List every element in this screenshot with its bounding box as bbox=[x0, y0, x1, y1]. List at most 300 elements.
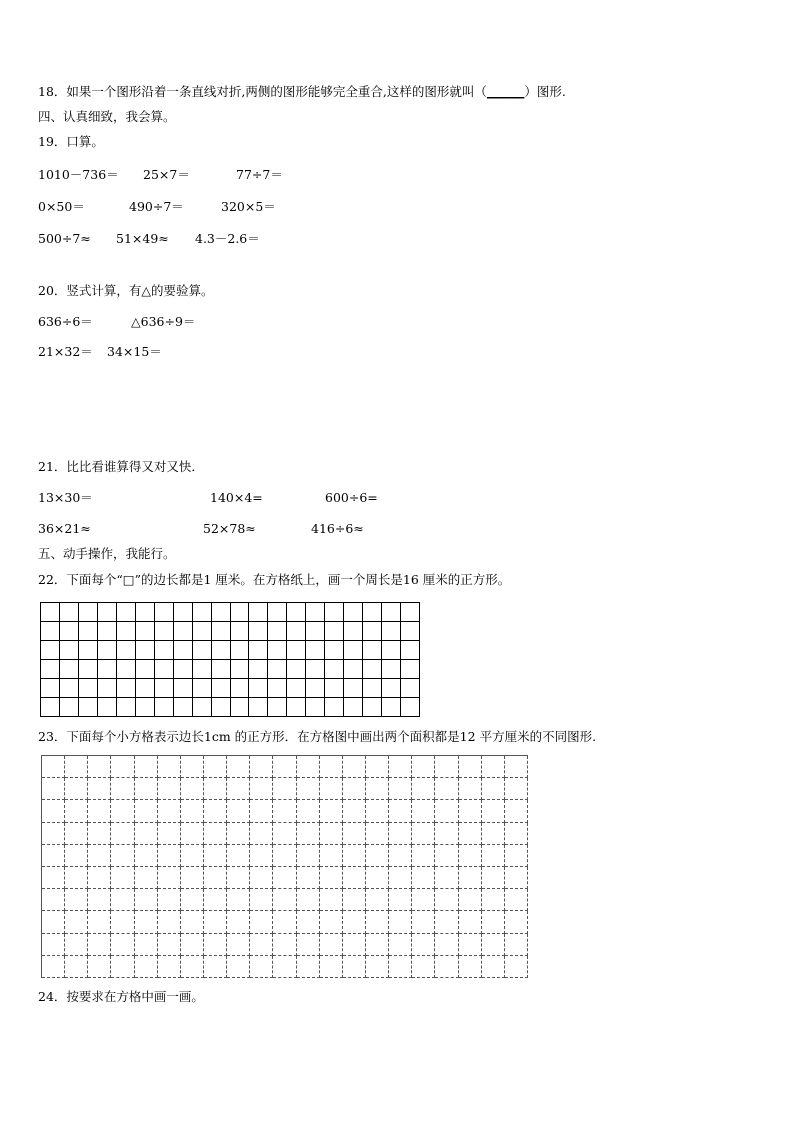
grid-cell[interactable] bbox=[135, 756, 158, 778]
grid-cell[interactable] bbox=[505, 756, 528, 778]
grid-cell[interactable] bbox=[111, 934, 134, 956]
grid-cell[interactable] bbox=[231, 603, 250, 622]
grid-cell[interactable] bbox=[60, 603, 79, 622]
grid-cell[interactable] bbox=[250, 867, 273, 889]
grid-cell[interactable] bbox=[297, 778, 320, 800]
grid-cell[interactable] bbox=[117, 698, 136, 717]
grid-cell[interactable] bbox=[401, 679, 420, 698]
grid-cell[interactable] bbox=[204, 934, 227, 956]
grid-cell[interactable] bbox=[250, 934, 273, 956]
grid-cell[interactable] bbox=[193, 679, 212, 698]
grid-cell[interactable] bbox=[158, 956, 181, 978]
grid-cell[interactable] bbox=[42, 934, 65, 956]
grid-cell[interactable] bbox=[65, 756, 88, 778]
grid-cell[interactable] bbox=[366, 823, 389, 845]
grid-cell[interactable] bbox=[482, 934, 505, 956]
grid-cell[interactable] bbox=[227, 956, 250, 978]
grid-cell[interactable] bbox=[158, 778, 181, 800]
grid-cell[interactable] bbox=[363, 641, 382, 660]
grid-cell[interactable] bbox=[135, 778, 158, 800]
grid-cell[interactable] bbox=[344, 603, 363, 622]
grid-cell[interactable] bbox=[60, 622, 79, 641]
grid-cell[interactable] bbox=[366, 756, 389, 778]
grid-cell[interactable] bbox=[42, 889, 65, 911]
grid-cell[interactable] bbox=[88, 956, 111, 978]
grid-cell[interactable] bbox=[98, 603, 117, 622]
grid-cell[interactable] bbox=[250, 778, 273, 800]
grid-cell[interactable] bbox=[88, 756, 111, 778]
grid-cell[interactable] bbox=[227, 778, 250, 800]
grid-cell[interactable] bbox=[505, 956, 528, 978]
grid-cell[interactable] bbox=[42, 756, 65, 778]
grid-cell[interactable] bbox=[382, 641, 401, 660]
grid-cell[interactable] bbox=[435, 956, 458, 978]
grid-cell[interactable] bbox=[268, 603, 287, 622]
grid-cell[interactable] bbox=[389, 845, 412, 867]
grid-cell[interactable] bbox=[60, 698, 79, 717]
grid-cell[interactable] bbox=[212, 660, 231, 679]
grid-cell[interactable] bbox=[204, 956, 227, 978]
grid-cell[interactable] bbox=[325, 641, 344, 660]
grid-cell[interactable] bbox=[382, 603, 401, 622]
grid-cell[interactable] bbox=[135, 867, 158, 889]
grid-cell[interactable] bbox=[79, 679, 98, 698]
grid-cell[interactable] bbox=[297, 756, 320, 778]
grid-cell[interactable] bbox=[250, 800, 273, 822]
grid-cell[interactable] bbox=[382, 679, 401, 698]
grid-cell[interactable] bbox=[204, 823, 227, 845]
grid-cell[interactable] bbox=[459, 956, 482, 978]
grid-cell[interactable] bbox=[79, 622, 98, 641]
grid-cell[interactable] bbox=[459, 845, 482, 867]
grid-cell[interactable] bbox=[343, 889, 366, 911]
grid-cell[interactable] bbox=[98, 679, 117, 698]
grid-cell[interactable] bbox=[325, 603, 344, 622]
grid-cell[interactable] bbox=[320, 845, 343, 867]
grid-cell[interactable] bbox=[366, 934, 389, 956]
grid-cell[interactable] bbox=[65, 867, 88, 889]
grid-cell[interactable] bbox=[65, 934, 88, 956]
grid-cell[interactable] bbox=[181, 911, 204, 933]
grid-cell[interactable] bbox=[249, 622, 268, 641]
grid-cell[interactable] bbox=[136, 698, 155, 717]
answer-blank[interactable]: ______ bbox=[486, 84, 525, 99]
grid-cell[interactable] bbox=[343, 911, 366, 933]
grid-cell[interactable] bbox=[88, 867, 111, 889]
grid-cell[interactable] bbox=[158, 800, 181, 822]
grid-cell[interactable] bbox=[306, 622, 325, 641]
grid-cell[interactable] bbox=[287, 660, 306, 679]
grid-cell[interactable] bbox=[181, 956, 204, 978]
grid-cell[interactable] bbox=[158, 934, 181, 956]
grid-cell[interactable] bbox=[344, 622, 363, 641]
grid-cell[interactable] bbox=[325, 698, 344, 717]
grid-cell[interactable] bbox=[435, 889, 458, 911]
grid-cell[interactable] bbox=[135, 934, 158, 956]
grid-cell[interactable] bbox=[181, 823, 204, 845]
grid-cell[interactable] bbox=[435, 934, 458, 956]
grid-cell[interactable] bbox=[181, 756, 204, 778]
grid-cell[interactable] bbox=[297, 911, 320, 933]
grid-cell[interactable] bbox=[212, 679, 231, 698]
grid-cell[interactable] bbox=[366, 867, 389, 889]
grid-cell[interactable] bbox=[250, 889, 273, 911]
grid-cell[interactable] bbox=[306, 603, 325, 622]
grid-cell[interactable] bbox=[366, 800, 389, 822]
grid-cell[interactable] bbox=[287, 679, 306, 698]
grid-cell[interactable] bbox=[389, 934, 412, 956]
grid-cell[interactable] bbox=[88, 934, 111, 956]
grid-cell[interactable] bbox=[344, 679, 363, 698]
grid-cell[interactable] bbox=[41, 622, 60, 641]
grid-cell[interactable] bbox=[181, 889, 204, 911]
grid-cell[interactable] bbox=[117, 622, 136, 641]
grid-cell[interactable] bbox=[231, 660, 250, 679]
grid-cell[interactable] bbox=[505, 934, 528, 956]
grid-cell[interactable] bbox=[482, 823, 505, 845]
grid-cell[interactable] bbox=[412, 756, 435, 778]
grid-cell[interactable] bbox=[297, 867, 320, 889]
grid-cell[interactable] bbox=[174, 641, 193, 660]
grid-cell[interactable] bbox=[249, 660, 268, 679]
grid-cell[interactable] bbox=[193, 698, 212, 717]
grid-cell[interactable] bbox=[363, 698, 382, 717]
grid-cell[interactable] bbox=[204, 778, 227, 800]
grid-cell[interactable] bbox=[320, 823, 343, 845]
grid-cell[interactable] bbox=[320, 956, 343, 978]
grid-cell[interactable] bbox=[41, 660, 60, 679]
grid-cell[interactable] bbox=[88, 911, 111, 933]
grid-cell[interactable] bbox=[111, 756, 134, 778]
grid-cell[interactable] bbox=[135, 823, 158, 845]
grid-cell[interactable] bbox=[268, 698, 287, 717]
grid-cell[interactable] bbox=[231, 641, 250, 660]
grid-cell[interactable] bbox=[287, 641, 306, 660]
grid-cell[interactable] bbox=[268, 660, 287, 679]
grid-cell[interactable] bbox=[181, 845, 204, 867]
grid-cell[interactable] bbox=[297, 800, 320, 822]
grid-cell[interactable] bbox=[306, 698, 325, 717]
grid-cell[interactable] bbox=[320, 934, 343, 956]
grid-cell[interactable] bbox=[88, 778, 111, 800]
grid-cell[interactable] bbox=[382, 660, 401, 679]
grid-cell[interactable] bbox=[227, 867, 250, 889]
grid-cell[interactable] bbox=[435, 911, 458, 933]
grid-cell[interactable] bbox=[135, 800, 158, 822]
grid-cell[interactable] bbox=[505, 889, 528, 911]
grid-cell[interactable] bbox=[401, 660, 420, 679]
grid-cell[interactable] bbox=[482, 889, 505, 911]
grid-cell[interactable] bbox=[158, 867, 181, 889]
grid-cell[interactable] bbox=[204, 756, 227, 778]
grid-cell[interactable] bbox=[227, 823, 250, 845]
grid-cell[interactable] bbox=[227, 756, 250, 778]
grid-cell[interactable] bbox=[412, 800, 435, 822]
grid-cell[interactable] bbox=[459, 756, 482, 778]
grid-cell[interactable] bbox=[412, 934, 435, 956]
grid-cell[interactable] bbox=[268, 641, 287, 660]
grid-cell[interactable] bbox=[250, 845, 273, 867]
grid-cell[interactable] bbox=[320, 911, 343, 933]
grid-cell[interactable] bbox=[412, 867, 435, 889]
grid-cell[interactable] bbox=[459, 800, 482, 822]
grid-cell[interactable] bbox=[135, 956, 158, 978]
grid-cell[interactable] bbox=[297, 845, 320, 867]
grid-cell[interactable] bbox=[117, 660, 136, 679]
grid-cell[interactable] bbox=[320, 867, 343, 889]
grid-cell[interactable] bbox=[249, 641, 268, 660]
grid-cell[interactable] bbox=[42, 778, 65, 800]
grid-cell[interactable] bbox=[212, 622, 231, 641]
grid-cell[interactable] bbox=[273, 956, 296, 978]
grid-cell[interactable] bbox=[273, 756, 296, 778]
grid-cell[interactable] bbox=[389, 867, 412, 889]
grid-cell[interactable] bbox=[155, 622, 174, 641]
grid-cell[interactable] bbox=[41, 698, 60, 717]
grid-cell[interactable] bbox=[193, 603, 212, 622]
grid-cell[interactable] bbox=[273, 823, 296, 845]
grid-cell[interactable] bbox=[181, 934, 204, 956]
grid-cell[interactable] bbox=[212, 698, 231, 717]
grid-cell[interactable] bbox=[65, 800, 88, 822]
grid-cell[interactable] bbox=[505, 911, 528, 933]
grid-cell[interactable] bbox=[435, 845, 458, 867]
grid-cell[interactable] bbox=[401, 622, 420, 641]
grid-cell[interactable] bbox=[250, 956, 273, 978]
grid-cell[interactable] bbox=[343, 956, 366, 978]
grid-cell[interactable] bbox=[111, 778, 134, 800]
dotted-grid-paper[interactable] bbox=[41, 755, 528, 978]
grid-cell[interactable] bbox=[363, 679, 382, 698]
grid-cell[interactable] bbox=[193, 660, 212, 679]
grid-cell[interactable] bbox=[412, 956, 435, 978]
grid-cell[interactable] bbox=[273, 778, 296, 800]
grid-cell[interactable] bbox=[250, 756, 273, 778]
grid-cell[interactable] bbox=[136, 603, 155, 622]
grid-cell[interactable] bbox=[60, 660, 79, 679]
grid-cell[interactable] bbox=[320, 756, 343, 778]
grid-cell[interactable] bbox=[297, 934, 320, 956]
grid-cell[interactable] bbox=[136, 641, 155, 660]
grid-cell[interactable] bbox=[212, 603, 231, 622]
grid-cell[interactable] bbox=[65, 889, 88, 911]
grid-cell[interactable] bbox=[389, 778, 412, 800]
grid-cell[interactable] bbox=[204, 889, 227, 911]
grid-cell[interactable] bbox=[325, 679, 344, 698]
grid-cell[interactable] bbox=[193, 641, 212, 660]
grid-cell[interactable] bbox=[382, 698, 401, 717]
grid-cell[interactable] bbox=[79, 603, 98, 622]
grid-cell[interactable] bbox=[227, 889, 250, 911]
grid-cell[interactable] bbox=[88, 800, 111, 822]
square-grid-paper[interactable] bbox=[40, 602, 420, 717]
grid-cell[interactable] bbox=[88, 823, 111, 845]
grid-cell[interactable] bbox=[435, 800, 458, 822]
grid-cell[interactable] bbox=[98, 698, 117, 717]
grid-cell[interactable] bbox=[325, 622, 344, 641]
grid-cell[interactable] bbox=[181, 800, 204, 822]
grid-cell[interactable] bbox=[158, 823, 181, 845]
grid-cell[interactable] bbox=[111, 956, 134, 978]
grid-cell[interactable] bbox=[155, 603, 174, 622]
grid-cell[interactable] bbox=[174, 679, 193, 698]
grid-cell[interactable] bbox=[343, 867, 366, 889]
grid-cell[interactable] bbox=[136, 679, 155, 698]
grid-cell[interactable] bbox=[273, 800, 296, 822]
grid-cell[interactable] bbox=[435, 756, 458, 778]
grid-cell[interactable] bbox=[98, 660, 117, 679]
grid-cell[interactable] bbox=[212, 641, 231, 660]
grid-cell[interactable] bbox=[42, 845, 65, 867]
grid-cell[interactable] bbox=[65, 956, 88, 978]
grid-cell[interactable] bbox=[135, 845, 158, 867]
grid-cell[interactable] bbox=[505, 845, 528, 867]
grid-cell[interactable] bbox=[412, 889, 435, 911]
grid-cell[interactable] bbox=[135, 889, 158, 911]
grid-cell[interactable] bbox=[158, 845, 181, 867]
grid-cell[interactable] bbox=[174, 622, 193, 641]
grid-cell[interactable] bbox=[204, 911, 227, 933]
grid-cell[interactable] bbox=[273, 911, 296, 933]
grid-cell[interactable] bbox=[273, 867, 296, 889]
grid-cell[interactable] bbox=[320, 800, 343, 822]
grid-cell[interactable] bbox=[249, 698, 268, 717]
grid-cell[interactable] bbox=[41, 679, 60, 698]
grid-cell[interactable] bbox=[111, 867, 134, 889]
grid-cell[interactable] bbox=[435, 867, 458, 889]
grid-cell[interactable] bbox=[250, 911, 273, 933]
grid-cell[interactable] bbox=[325, 660, 344, 679]
grid-cell[interactable] bbox=[389, 823, 412, 845]
grid-cell[interactable] bbox=[155, 679, 174, 698]
grid-cell[interactable] bbox=[42, 867, 65, 889]
grid-cell[interactable] bbox=[320, 889, 343, 911]
grid-cell[interactable] bbox=[435, 778, 458, 800]
grid-cell[interactable] bbox=[297, 823, 320, 845]
grid-cell[interactable] bbox=[306, 679, 325, 698]
grid-cell[interactable] bbox=[204, 845, 227, 867]
grid-cell[interactable] bbox=[306, 641, 325, 660]
grid-cell[interactable] bbox=[135, 911, 158, 933]
grid-cell[interactable] bbox=[98, 622, 117, 641]
grid-cell[interactable] bbox=[79, 660, 98, 679]
grid-cell[interactable] bbox=[273, 889, 296, 911]
grid-cell[interactable] bbox=[306, 660, 325, 679]
grid-cell[interactable] bbox=[482, 778, 505, 800]
grid-cell[interactable] bbox=[482, 845, 505, 867]
grid-cell[interactable] bbox=[366, 911, 389, 933]
grid-cell[interactable] bbox=[366, 889, 389, 911]
grid-cell[interactable] bbox=[88, 845, 111, 867]
grid-cell[interactable] bbox=[231, 679, 250, 698]
grid-cell[interactable] bbox=[117, 603, 136, 622]
grid-cell[interactable] bbox=[366, 845, 389, 867]
grid-cell[interactable] bbox=[42, 956, 65, 978]
grid-cell[interactable] bbox=[344, 660, 363, 679]
grid-cell[interactable] bbox=[65, 845, 88, 867]
grid-cell[interactable] bbox=[111, 845, 134, 867]
grid-cell[interactable] bbox=[268, 679, 287, 698]
grid-cell[interactable] bbox=[79, 698, 98, 717]
grid-cell[interactable] bbox=[79, 641, 98, 660]
grid-cell[interactable] bbox=[482, 956, 505, 978]
grid-cell[interactable] bbox=[41, 603, 60, 622]
grid-cell[interactable] bbox=[505, 867, 528, 889]
grid-cell[interactable] bbox=[363, 603, 382, 622]
grid-cell[interactable] bbox=[204, 867, 227, 889]
grid-cell[interactable] bbox=[65, 911, 88, 933]
grid-cell[interactable] bbox=[482, 800, 505, 822]
grid-cell[interactable] bbox=[343, 845, 366, 867]
grid-cell[interactable] bbox=[343, 800, 366, 822]
grid-cell[interactable] bbox=[401, 698, 420, 717]
grid-cell[interactable] bbox=[459, 867, 482, 889]
grid-cell[interactable] bbox=[297, 956, 320, 978]
grid-cell[interactable] bbox=[111, 911, 134, 933]
grid-cell[interactable] bbox=[249, 679, 268, 698]
grid-cell[interactable] bbox=[111, 889, 134, 911]
grid-cell[interactable] bbox=[287, 603, 306, 622]
grid-cell[interactable] bbox=[505, 800, 528, 822]
grid-cell[interactable] bbox=[65, 823, 88, 845]
grid-cell[interactable] bbox=[343, 778, 366, 800]
grid-cell[interactable] bbox=[363, 622, 382, 641]
grid-cell[interactable] bbox=[174, 603, 193, 622]
grid-cell[interactable] bbox=[250, 823, 273, 845]
grid-cell[interactable] bbox=[60, 641, 79, 660]
grid-cell[interactable] bbox=[193, 622, 212, 641]
grid-cell[interactable] bbox=[136, 622, 155, 641]
grid-cell[interactable] bbox=[366, 778, 389, 800]
grid-cell[interactable] bbox=[287, 622, 306, 641]
grid-cell[interactable] bbox=[344, 641, 363, 660]
grid-cell[interactable] bbox=[389, 911, 412, 933]
grid-cell[interactable] bbox=[389, 756, 412, 778]
grid-cell[interactable] bbox=[249, 603, 268, 622]
grid-cell[interactable] bbox=[117, 679, 136, 698]
grid-cell[interactable] bbox=[231, 698, 250, 717]
grid-cell[interactable] bbox=[412, 778, 435, 800]
grid-cell[interactable] bbox=[297, 889, 320, 911]
grid-cell[interactable] bbox=[505, 823, 528, 845]
grid-cell[interactable] bbox=[42, 911, 65, 933]
grid-cell[interactable] bbox=[227, 800, 250, 822]
grid-cell[interactable] bbox=[98, 641, 117, 660]
grid-cell[interactable] bbox=[459, 911, 482, 933]
grid-cell[interactable] bbox=[459, 889, 482, 911]
grid-cell[interactable] bbox=[273, 845, 296, 867]
grid-cell[interactable] bbox=[435, 823, 458, 845]
grid-cell[interactable] bbox=[412, 823, 435, 845]
grid-cell[interactable] bbox=[389, 800, 412, 822]
grid-cell[interactable] bbox=[343, 756, 366, 778]
grid-cell[interactable] bbox=[459, 778, 482, 800]
grid-cell[interactable] bbox=[42, 800, 65, 822]
grid-cell[interactable] bbox=[401, 641, 420, 660]
grid-cell[interactable] bbox=[343, 934, 366, 956]
grid-cell[interactable] bbox=[459, 934, 482, 956]
grid-cell[interactable] bbox=[174, 660, 193, 679]
grid-cell[interactable] bbox=[482, 911, 505, 933]
grid-cell[interactable] bbox=[366, 956, 389, 978]
grid-cell[interactable] bbox=[412, 845, 435, 867]
grid-cell[interactable] bbox=[231, 622, 250, 641]
grid-cell[interactable] bbox=[158, 911, 181, 933]
grid-cell[interactable] bbox=[181, 867, 204, 889]
grid-cell[interactable] bbox=[482, 756, 505, 778]
grid-cell[interactable] bbox=[136, 660, 155, 679]
grid-cell[interactable] bbox=[174, 698, 193, 717]
